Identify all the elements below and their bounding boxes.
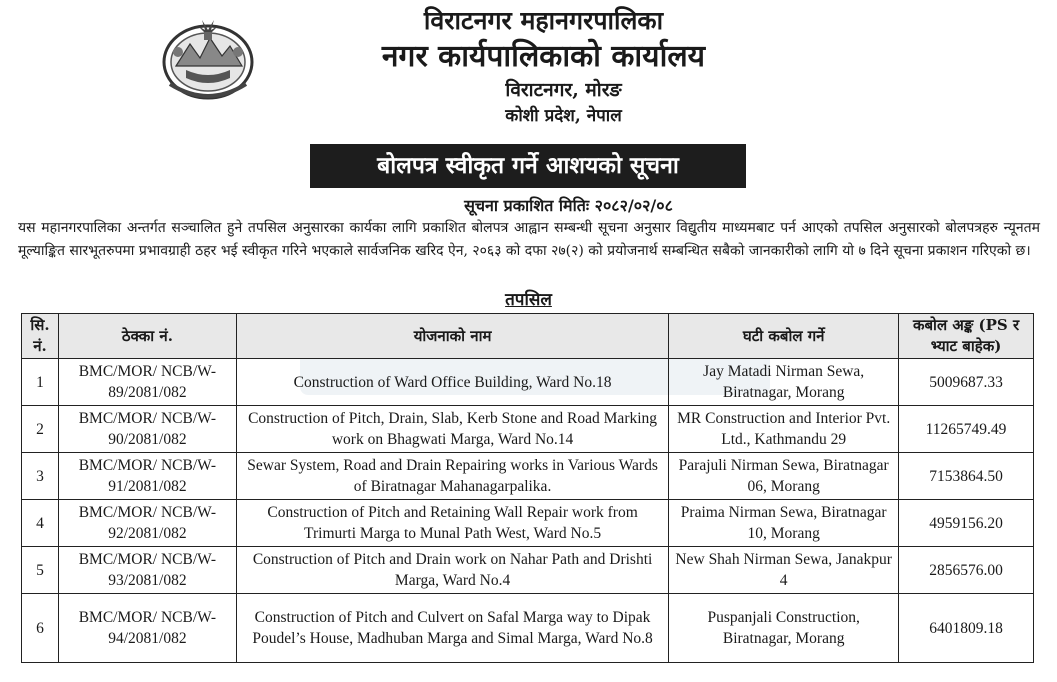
table-header-row: [22, 314, 1034, 359]
table-row: [22, 500, 1034, 547]
cell-bidder: Praima Nirman Sewa, Biratnagar 10, Morang: [669, 500, 899, 547]
header-contract-no: ठेक्का नं.: [58, 314, 236, 359]
office-header: [0, 4, 1057, 128]
table-row: [22, 547, 1034, 594]
header-bidder: घटी कबोल गर्ने: [669, 314, 899, 359]
cell-project-name: Construction of Pitch and Culvert on Safal Marga way to Dipak Poudel’s House, Madhuban Marga and Simal Marga, Ward No.8: [236, 594, 668, 663]
header-bid-amount: कबोल अङ्क (PS र भ्याट बाहेक): [899, 314, 1034, 359]
cell-bidder: Puspanjali Construction, Biratnagar, Morang: [669, 594, 899, 663]
office-location: विराटनगर, मोरङ: [505, 79, 622, 101]
cell-project-name: Construction of Pitch and Drain work on Nahar Path and Drishti Marga, Ward No.4: [236, 547, 668, 594]
cell-bid-amount: 5009687.33: [899, 359, 1034, 406]
cell-sn: 6: [22, 594, 59, 663]
table-row: [22, 453, 1034, 500]
header-project-name: योजनाको नाम: [236, 314, 668, 359]
cell-bid-amount: 7153864.50: [899, 453, 1034, 500]
cell-bidder: MR Construction and Interior Pvt. Ltd., Kathmandu 29: [669, 406, 899, 453]
office-name: नगर कार्यपालिकाको कार्यालय: [381, 39, 706, 74]
notice-body-text: यस महानगरपालिका अन्तर्गत सञ्चालित हुने तपसिल अनुसारका कार्यका लागि प्रकाशित बोलपत्र आह्वान सम्बन्धी सूचना अनुसार विद्युतीय माध्यमबाट पर्न आएको तपसिल अनुसारको बोलपत्रहरु न्यूनतम मूल्याङ्कित सारभूतरुपमा प्रभावग्राही ठहर भई स्वीकृत गरिने भएकाले सार्वजनिक खरिद ऐन, २०६३ को दफा २७(२) को प्रयोजनार्थ सम्बन्धित सबैको जानकारीको लागि यो ७ दिने सूचना प्रकाशन गरिएको छ।: [18, 220, 1040, 259]
cell-contract-no: BMC/MOR/ NCB/W-91/2081/082: [58, 453, 236, 500]
cell-sn: 3: [22, 453, 59, 500]
cell-project-name: Construction of Ward Office Building, Ward No.18: [236, 359, 668, 406]
municipality-name: विराटनगर महानगरपालिका: [423, 6, 664, 35]
cell-bidder: New Shah Nirman Sewa, Janakpur 4: [669, 547, 899, 594]
cell-contract-no: BMC/MOR/ NCB/W-92/2081/082: [58, 500, 236, 547]
cell-contract-no: BMC/MOR/ NCB/W-94/2081/082: [58, 594, 236, 663]
header-sn: सि. नं.: [22, 314, 59, 359]
cell-sn: 4: [22, 500, 59, 547]
table-row: [22, 359, 1034, 406]
cell-contract-no: BMC/MOR/ NCB/W-93/2081/082: [58, 547, 236, 594]
office-province: कोशी प्रदेश, नेपाल: [505, 106, 622, 126]
table-row: [22, 594, 1034, 663]
cell-project-name: Sewar System, Road and Drain Repairing works in Various Wards of Biratnagar Mahanagarpalika.: [236, 453, 668, 500]
section-title: तपसिल: [505, 290, 552, 310]
cell-sn: 1: [22, 359, 59, 406]
publish-date: सूचना प्रकाशित मितिः २०८२/०२/०८: [464, 196, 673, 215]
cell-contract-no: BMC/MOR/ NCB/W-89/2081/082: [58, 359, 236, 406]
notice-title-banner: बोलपत्र स्वीकृत गर्ने आशयको सूचना: [310, 144, 746, 188]
cell-project-name: Construction of Pitch, Drain, Slab, Kerb Stone and Road Marking work on Bhagwati Marga, Ward No.14: [236, 406, 668, 453]
cell-bid-amount: 4959156.20: [899, 500, 1034, 547]
cell-contract-no: BMC/MOR/ NCB/W-90/2081/082: [58, 406, 236, 453]
cell-bid-amount: 6401809.18: [899, 594, 1034, 663]
cell-bidder: Jay Matadi Nirman Sewa, Biratnagar, Morang: [669, 359, 899, 406]
table-row: [22, 406, 1034, 453]
cell-project-name: Construction of Pitch and Retaining Wall Repair work from Trimurti Marga to Munal Path West, Ward No.5: [236, 500, 668, 547]
cell-bid-amount: 11265749.49: [899, 406, 1034, 453]
cell-sn: 2: [22, 406, 59, 453]
cell-sn: 5: [22, 547, 59, 594]
cell-bid-amount: 2856576.00: [899, 547, 1034, 594]
bid-table: [21, 313, 1034, 663]
cell-bidder: Parajuli Nirman Sewa, Biratnagar 06, Morang: [669, 453, 899, 500]
